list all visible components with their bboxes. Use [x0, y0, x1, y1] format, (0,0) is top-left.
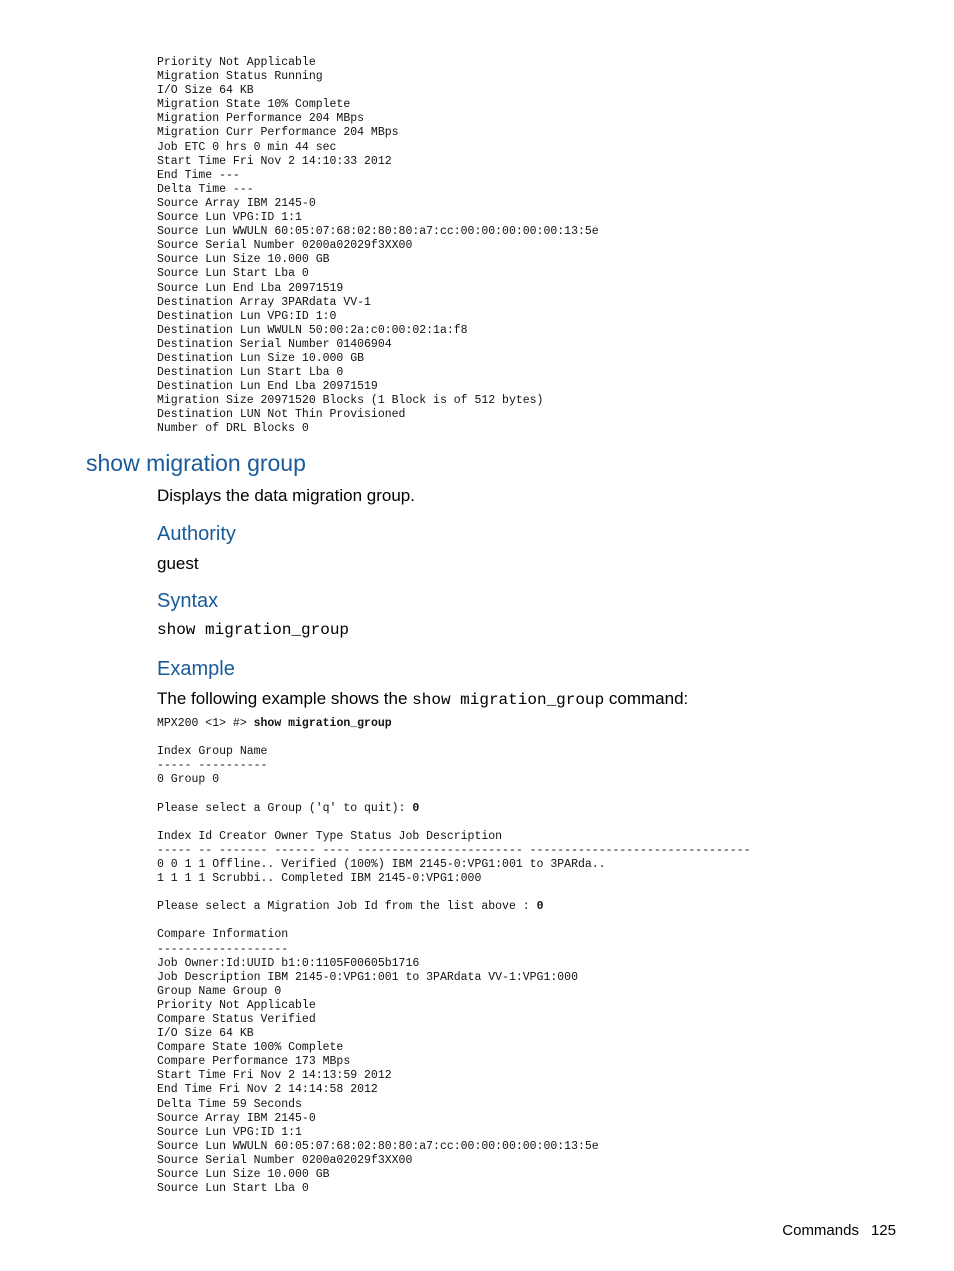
output-line: Source Serial Number 0200a02029f3XX00 [157, 239, 413, 253]
output-line: Destination Serial Number 01406904 [157, 337, 392, 351]
section-title: show migration group [86, 450, 306, 476]
example-command-output [157, 717, 751, 1196]
compare-line: Delta Time 59 Seconds [157, 1097, 302, 1111]
job-table-rule: ----- -- ------- ------ ---- ------------------------ -------------------------------- [157, 843, 751, 857]
job-table-header: Index Id Creator Owner Type Status Job Description [157, 829, 503, 843]
output-line: Delta Time --- [157, 182, 254, 196]
top-command-output [157, 56, 599, 437]
page-footer [782, 1222, 896, 1239]
compare-line: Source Lun Size 10.000 GB [157, 1168, 330, 1181]
output-line: Destination Array 3PARdata VV-1 [157, 295, 371, 309]
compare-line: Source Array IBM 2145-0 [157, 1111, 316, 1125]
select-group-answer: 0 [412, 801, 420, 815]
output-line: Source Lun WWULN 60:05:07:68:02:80:80:a7:cc:00:00:00:00:00:13:5e [157, 225, 599, 239]
output-line: Destination Lun VPG:ID 1:0 [157, 309, 337, 323]
example-intro-code: show migration_group [412, 691, 605, 709]
cli-command: show migration_group [253, 717, 392, 730]
compare-line: Source Lun VPG:ID 1:1 [157, 1125, 302, 1139]
example-intro [157, 689, 688, 709]
output-line: Source Lun Start Lba 0 [157, 267, 309, 281]
output-line: Start Time Fri Nov 2 14:10:33 2012 [157, 154, 392, 168]
example-intro-before: The following example shows the [157, 689, 413, 708]
compare-line: Job Owner:Id:UUID b1:0:1105F00605b1716 [157, 956, 420, 970]
output-line: Migration Size 20971520 Blocks (1 Block is of 512 bytes) [157, 394, 544, 408]
group-table-header: Index Group Name [157, 745, 268, 759]
job-table-row: 0 0 1 1 Offline.. Verified (100%) IBM 2145-0:VPG1:001 to 3PARda.. [157, 857, 606, 871]
output-line: I/O Size 64 KB [157, 84, 254, 98]
output-line: Destination Lun Start Lba 0 [157, 366, 344, 380]
job-table-row: 1 1 1 1 Scrubbi.. Completed IBM 2145-0:VPG1:000 [157, 872, 482, 886]
select-group-prompt: Please select a Group ('q' to quit): [157, 801, 413, 815]
compare-line: Compare State 100% Complete [157, 1041, 344, 1055]
select-job-answer: 0 [536, 900, 544, 914]
group-table-rule: ----- ---------- [157, 759, 268, 773]
compare-line: Compare Performance 173 MBps [157, 1055, 351, 1069]
compare-line: Source Lun WWULN 60:05:07:68:02:80:80:a7:cc:00:00:00:00:00:13:5e [157, 1139, 599, 1153]
authority-heading: Authority [157, 523, 236, 545]
output-line: Destination LUN Not Thin Provisioned [157, 408, 406, 422]
authority-value: guest [157, 554, 199, 573]
group-table-row: 0 Group 0 [157, 773, 220, 787]
output-line: Source Lun VPG:ID 1:1 [157, 211, 302, 225]
output-line: Migration Performance 204 MBps [157, 112, 365, 126]
compare-line: I/O Size 64 KB [157, 1027, 254, 1041]
output-line: Job ETC 0 hrs 0 min 44 sec [157, 140, 337, 154]
compare-line: Priority Not Applicable [157, 998, 316, 1012]
output-line: Migration State 10% Complete [157, 98, 351, 112]
output-line: Number of DRL Blocks 0 [157, 422, 309, 436]
syntax-command: show migration_group [157, 621, 350, 639]
output-line: Destination Lun WWULN 50:00:2a:c0:00:02:1a:f8 [157, 323, 468, 337]
output-line: Migration Status Running [157, 70, 323, 84]
example-heading: Example [157, 658, 235, 680]
compare-line: Job Description IBM 2145-0:VPG1:001 to 3PARdata VV-1:VPG1:000 [157, 970, 578, 984]
cli-prompt: MPX200 <1> #> [157, 717, 254, 730]
compare-details [157, 957, 599, 1196]
output-line: End Time --- [157, 168, 240, 182]
footer-label: Commands [782, 1222, 859, 1239]
compare-rule: ------------------- [157, 942, 289, 956]
output-line: Source Lun End Lba 20971519 [157, 281, 344, 295]
output-line: Source Array IBM 2145-0 [157, 196, 316, 210]
compare-line: Start Time Fri Nov 2 14:13:59 2012 [157, 1069, 392, 1083]
example-intro-after: command: [604, 689, 689, 708]
section-description: Displays the data migration group. [157, 486, 415, 505]
output-line: Source Lun Size 10.000 GB [157, 253, 330, 267]
output-line: Destination Lun Size 10.000 GB [157, 351, 365, 365]
page-number: 125 [870, 1222, 896, 1239]
compare-line: Group Name Group 0 [157, 984, 282, 998]
compare-line: Compare Status Verified [157, 1012, 316, 1026]
output-line: Destination Lun End Lba 20971519 [157, 380, 378, 394]
output-line: Priority Not Applicable [157, 56, 316, 69]
compare-line: End Time Fri Nov 2 14:14:58 2012 [157, 1083, 378, 1097]
output-line: Migration Curr Performance 204 MBps [157, 126, 399, 140]
syntax-heading: Syntax [157, 590, 219, 612]
select-job-prompt: Please select a Migration Job Id from the list above : [157, 900, 537, 914]
compare-header: Compare Information [157, 928, 289, 942]
compare-line: Source Serial Number 0200a02029f3XX00 [157, 1153, 413, 1167]
compare-line: Source Lun Start Lba 0 [157, 1182, 309, 1196]
